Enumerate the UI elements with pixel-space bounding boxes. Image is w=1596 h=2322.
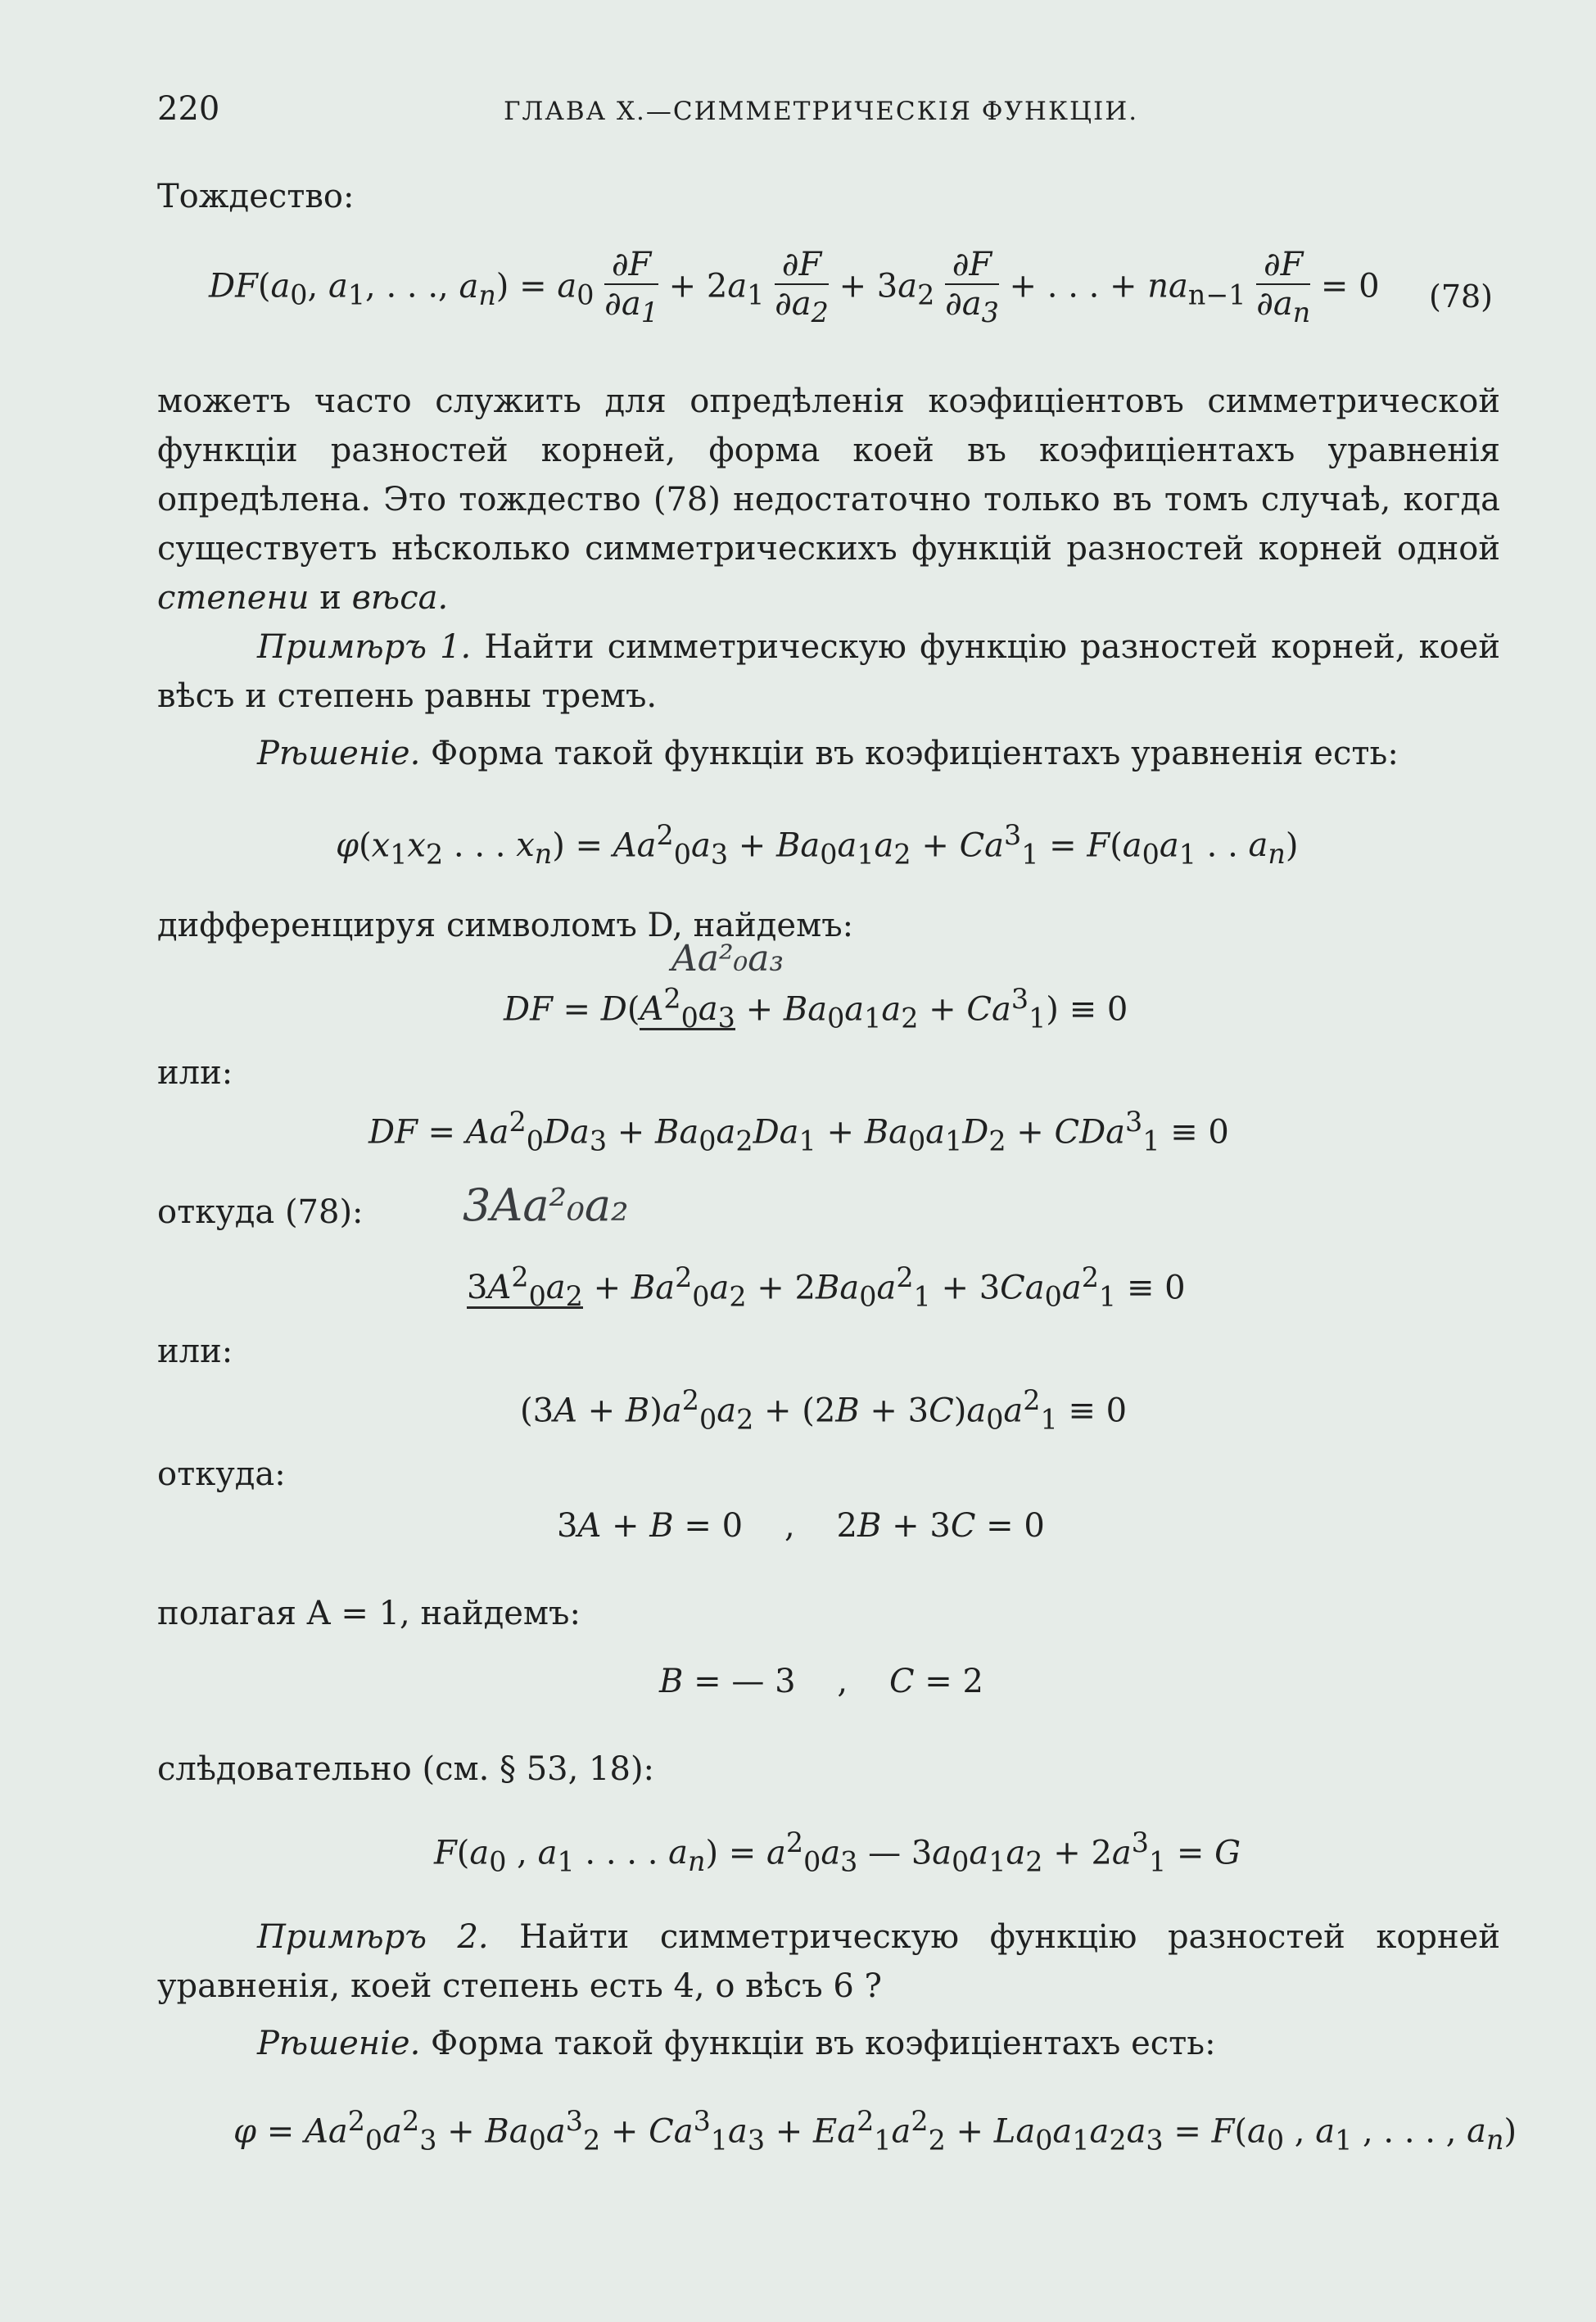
solution-2-label: Рѣшеніе. (257, 2025, 421, 2062)
solution-comma: , (837, 1663, 848, 1700)
example-1-text: Найти симметрическую функцію разностей корней, коей вѣсъ и степень равны тремъ. (157, 628, 1501, 715)
whence-78-line: откуда (78): (157, 1193, 364, 1231)
handwritten-note-2: 3Aa²₀a₂ (463, 1179, 629, 1231)
equation-phi-1: $\varphi(x_1x_2$ . . . $x_n) = Aa^2_0a_3 + Ba_0a_1a_2 + Ca^3_1 = F(a_0a_1$ . . $a_n$) (336, 819, 1299, 871)
example-2-label: Примѣръ 2. (257, 1918, 489, 1956)
consequently-line: слѣдовательно (см. § 53, 18): (157, 1750, 655, 1788)
equation-coeff-1: $3A^2_0a_2 + Ba^2_0a_2 + 2Ba_0a^2_1 + 3Ca_0a^2_1 \equiv 0$ (467, 1261, 1186, 1313)
equation-DF-1: DF = $D(A^2_0a_3 + Ba_0a_1a_2 + Ca^3_1) \equiv 0$ (504, 983, 1128, 1034)
equation-solution: B = — 3 , C = 2 (659, 1663, 983, 1700)
whence-line: откуда: (157, 1455, 286, 1493)
italic-weight: вѣса. (351, 579, 449, 617)
system-comma: , (784, 1507, 795, 1545)
solution-1-label: Рѣшеніе. (257, 735, 421, 772)
italic-degree: степени (157, 579, 310, 617)
handwritten-note-1: Aa²₀a₃ (671, 938, 784, 980)
equation-coeff-2: $(3A + B)a^2_0a_2 + (2B + 3C)a_0a^2_1 \equiv 0$ (520, 1384, 1128, 1436)
solution-1 (157, 729, 1500, 778)
example-2 (157, 1912, 1500, 2011)
conjunction: и (309, 579, 352, 617)
or-line-2: или: (157, 1333, 233, 1370)
example-1 (157, 622, 1500, 721)
paragraph-1-text: можетъ часто служить для опредѣленія коэфиціентовъ симметрической функціи разностей корней, форма коей въ коэфиціентахъ уравненія опредѣлена. Это тождество (78) недостаточно только въ томъ случаѣ, когда существуетъ нѣсколько симметрическихъ функцій разностей корней одной (157, 382, 1500, 568)
example-1-label: Примѣръ 1. (257, 628, 472, 666)
solution-2-text: Форма такой функціи въ коэфиціентахъ есть: (420, 2025, 1216, 2062)
setting-line: полагая A = 1, найдемъ: (157, 1595, 581, 1632)
example-2-text: Найти симметрическую функцію разностей корней уравненія, коей степень есть 4, о вѣсъ 6 ? (157, 1918, 1501, 2005)
equation-number-78: (78) (1429, 278, 1494, 315)
paragraph-1 (157, 377, 1500, 622)
equation-system: 3A + B = 0 , 2B + 3C = 0 (557, 1507, 1045, 1545)
identity-intro: Тождество: (157, 178, 355, 215)
solution-2 (157, 2019, 1500, 2068)
equation-result: $F(a_0$ , $a_1$ . . . . $a_n) = a^2_0a_3$ — $3a_0a_1a_2 + 2a^3_1 = G$ (434, 1826, 1241, 1878)
or-line-1: или: (157, 1054, 233, 1092)
differentiating-line: дифференцируя символомъ D, найдемъ: (157, 907, 854, 944)
solution-1-text: Форма такой функціи въ коэфиціентахъ уравненія есть: (420, 735, 1399, 772)
running-header: ГЛАВА X.—СИММЕТРИЧЕСКІЯ ФУНКЦІИ. (504, 97, 1139, 126)
equation-78: $DF(a_0$, $a_1$, . . ., $a_n) = a_0$ $\frac{\partial F}{\partial a_1}$ + $2a_1$ $\frac{\partial F}{\partial a_2}$ + $3a_2$ $\frac{\partial F}{\partial a_3}$ + . . . + $na_{n-1}$ $\frac{\partial F}{\partial a_n}$ = 0 (209, 246, 1380, 328)
equation-DF-2: DF = $Aa^2_0Da_3 + Ba_0a_2Da_1 + Ba_0a_1D_2 + CDa^3_1 \equiv 0$ (368, 1106, 1229, 1157)
page-number: 220 (157, 90, 220, 128)
equation-phi-2: $\varphi = Aa^2_0a^2_3 + Ba_0a^3_2 + Ca^3_1a_3 + Ea^2_1a^2_2 + La_0a_1a_2a_3 = F(a_0$ , $a_1$ , . . . , $a_n$) (233, 2105, 1517, 2157)
